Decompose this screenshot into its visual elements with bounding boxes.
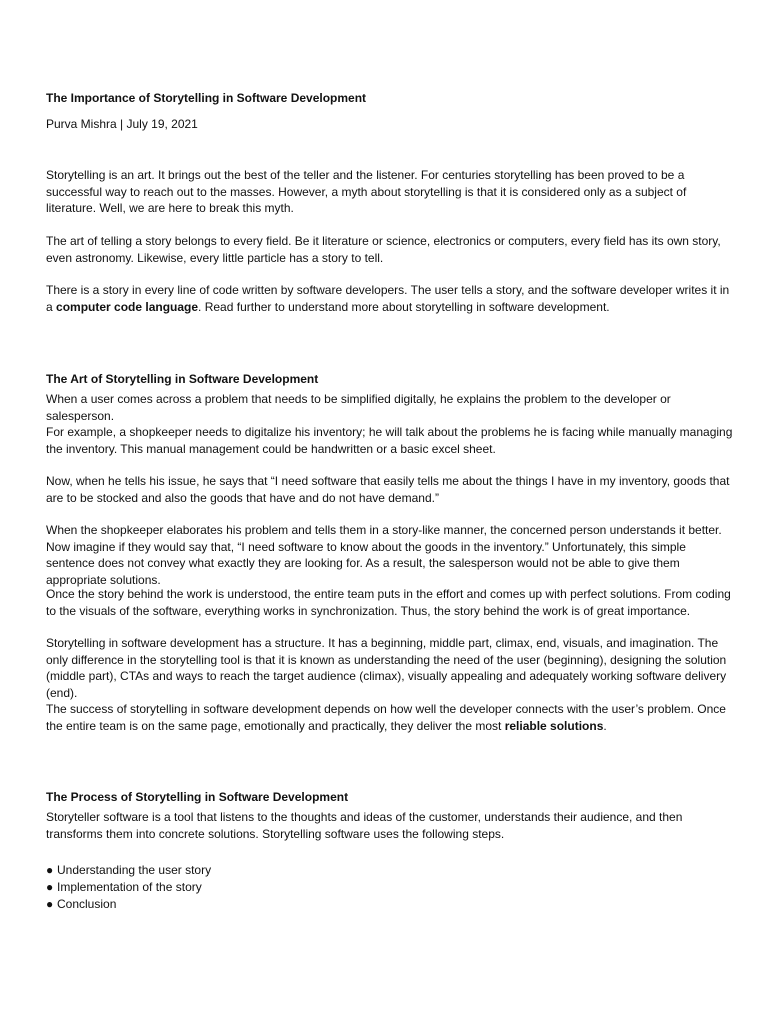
section-art-paragraph-6: Storytelling in software development has a structure. It has a beginning, middle part, climax, end, visuals, and imagination. The only difference in the storytelling tool is that it is known as understanding the need of the user (beginning), designing the solution (middle part), CTAs and ways to reach the target audience (climax), visually appealing and adequately working software delivery (end). bbox=[46, 636, 727, 700]
process-step-item bbox=[46, 879, 736, 896]
intro-paragraph-3 bbox=[46, 282, 736, 315]
section-process-paragraph-1: Storyteller software is a tool that listens to the thoughts and ideas of the customer, understands their audience, and then transforms them into concrete solutions. Storytelling software uses the following steps. bbox=[46, 810, 683, 841]
intro-paragraph-1: Storytelling is an art. It brings out the best of the teller and the listener. For centuries storytelling has been proved to be a successful way to reach out to the masses. However, a myth about storytelling is that it is considered only as a subject of literature. Well, we are here to break this myth. bbox=[46, 168, 687, 216]
section-art-paragraph-5: Once the story behind the work is understood, the entire team puts in the effort and comes up with perfect solutions. From coding to the visuals of the software, everything works in synchronization. Thus, the story behind the work is of great importance. bbox=[46, 587, 731, 618]
process-step-label: Conclusion bbox=[57, 897, 117, 911]
intro-paragraph-3-text-b: . Read further to understand more about storytelling in software development. bbox=[198, 299, 610, 314]
process-steps-list bbox=[46, 862, 736, 913]
section-art-paragraph-7 bbox=[46, 701, 736, 734]
intro-paragraph-3-text-a: There is a story in every line of code written by software developers. The user tells a story, and the software developer writes it in a bbox=[46, 283, 730, 314]
section-art-paragraph-7-bold: reliable solutions bbox=[504, 718, 604, 733]
section-process-heading: The Process of Storytelling in Software Development bbox=[46, 790, 349, 804]
bullet-icon: ● bbox=[46, 880, 54, 894]
section-art-paragraph-7-text-a: The success of storytelling in software development depends on how well the developer connects with the user’s problem. Once the entire team is on the same page, emotionally and practically, they deliver the most bbox=[46, 702, 726, 733]
process-step-item bbox=[46, 896, 736, 913]
process-step-item bbox=[46, 862, 736, 879]
bullet-icon: ● bbox=[46, 863, 54, 877]
section-art-paragraph-4: When the shopkeeper elaborates his problem and tells them in a story-like manner, the concerned person understands it better. Now imagine if they would say that, “I need software to know about the goods in the inventory.” Unfortunately, this simple sentence does not convey what exactly they are looking for. As a result, the salesperson would not be able to give them appropriate solutions. bbox=[46, 523, 722, 587]
process-step-label: Implementation of the story bbox=[57, 880, 202, 894]
section-art-paragraph-7-text-b: . bbox=[603, 718, 607, 733]
section-art-paragraph-2: For example, a shopkeeper needs to digitalize his inventory; he will talk about the problems he is facing while manually managing the inventory. This manual management could be handwritten or a basic excel sheet. bbox=[46, 425, 733, 456]
intro-paragraph-2: The art of telling a story belongs to every field. Be it literature or science, electronics or computers, every field has its own story, even astronomy. Likewise, every little particle has a story to tell. bbox=[46, 234, 721, 265]
intro-paragraph-3-bold: computer code language bbox=[56, 299, 199, 314]
section-art-heading: The Art of Storytelling in Software Development bbox=[46, 372, 319, 386]
article-title: The Importance of Storytelling in Software Development bbox=[46, 91, 367, 105]
section-art-paragraph-3: Now, when he tells his issue, he says that “I need software that easily tells me about the things I have in my inventory, goods that are to be stocked and also the goods that have and do not have demand.” bbox=[46, 474, 730, 505]
section-art-paragraph-1: When a user comes across a problem that needs to be simplified digitally, he explains the problem to the developer or salesperson. bbox=[46, 392, 671, 423]
article-byline: Purva Mishra | July 19, 2021 bbox=[46, 117, 198, 131]
bullet-icon: ● bbox=[46, 897, 54, 911]
process-step-label: Understanding the user story bbox=[57, 863, 212, 877]
